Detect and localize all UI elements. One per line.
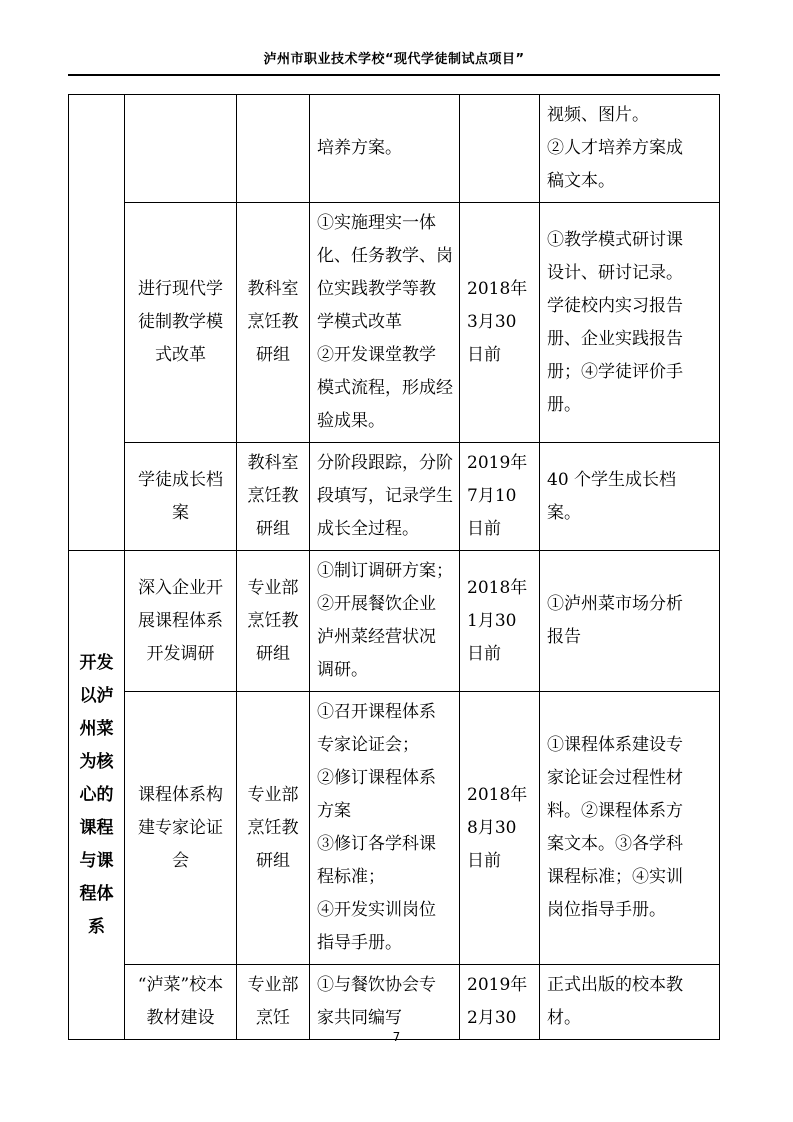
- cell-line: ①教学模式研讨课: [547, 229, 683, 250]
- department-cell: 专业部烹饪: [237, 965, 310, 1040]
- department-cell: 教科室烹饪教研组: [237, 203, 310, 443]
- task-cell: “泸菜”校本教材建设: [125, 965, 237, 1040]
- cell-line: ②开展餐饮企业: [317, 594, 436, 614]
- deadline-cell: 2018年8月30日前: [460, 692, 540, 965]
- table-row: [69, 443, 720, 551]
- deadline-cell: 2018年3月30日前: [460, 203, 540, 443]
- cell-line: 指导手册。: [317, 933, 402, 953]
- cell-line: 方案: [317, 801, 351, 821]
- table-row: [69, 692, 720, 965]
- outcome-cell: [540, 692, 720, 965]
- cell-line: 学徒校内实习报告: [547, 295, 683, 316]
- header-rule: [68, 74, 720, 76]
- cell-line: 正式出版的校本教: [547, 975, 683, 995]
- cell-line: ②人才培养方案成: [547, 138, 683, 158]
- task-cell: 深入企业开展课程体系开发调研: [125, 551, 237, 692]
- content-cell: [310, 965, 460, 1040]
- deadline-cell: 2018年1月30日前: [460, 551, 540, 692]
- cell-line: 案。: [547, 502, 581, 523]
- cell-line: 学模式改革: [317, 312, 402, 332]
- department-cell: 专业部烹饪教研组: [237, 551, 310, 692]
- cell-line: 册；④学徒评价手: [547, 361, 683, 382]
- cell-line: 料。②课程体系方: [547, 801, 683, 821]
- deadline-cell: 2019年7月10日前: [460, 443, 540, 551]
- outcome-cell: [540, 551, 720, 692]
- cell-line: 材。: [547, 1008, 581, 1028]
- content-cell: [310, 95, 460, 203]
- cell-line: 40 个学生成长档: [547, 469, 677, 490]
- outcome-cell: [540, 443, 720, 551]
- task-cell: 课程体系构建专家论证会: [125, 692, 237, 965]
- cell-line: 培养方案。: [317, 138, 402, 158]
- cell-line: 模式流程，形成经: [317, 378, 453, 398]
- cell-line: 专家论证会；: [317, 735, 419, 755]
- task-cell: [125, 95, 237, 203]
- cell-line: 调研。: [317, 660, 368, 680]
- task-cell: 学徒成长档案: [125, 443, 237, 551]
- cell-line: ④开发实训岗位: [317, 900, 436, 920]
- cell-line: 报告: [547, 627, 581, 647]
- cell-line: 验成果。: [317, 411, 385, 431]
- cell-line: 分阶段跟踪，分阶: [317, 453, 453, 473]
- department-cell: 专业部烹饪教研组: [237, 692, 310, 965]
- deadline-cell: [460, 95, 540, 203]
- page-header-title: 泸州市职业技术学校“现代学徒制试点项目”: [263, 52, 525, 67]
- department-cell: 教科室烹饪教研组: [237, 443, 310, 551]
- table-row: [69, 965, 720, 1040]
- cell-line: 程标准；: [317, 867, 385, 887]
- cell-line: 视频、图片。: [547, 105, 649, 125]
- content-cell: [310, 551, 460, 692]
- outcome-cell: [540, 965, 720, 1040]
- cell-line: 案文本。③各学科: [547, 834, 683, 854]
- page-number: 7: [392, 1030, 401, 1044]
- table-row: [69, 95, 720, 203]
- outcome-cell: [540, 203, 720, 443]
- cell-line: ③修订各学科课: [317, 834, 436, 854]
- department-cell: [237, 95, 310, 203]
- cell-line: 册、企业实践报告: [547, 328, 683, 349]
- cell-line: 化、任务教学、岗: [317, 246, 453, 266]
- cell-line: ①制订调研方案；: [317, 561, 453, 581]
- cell-line: ①课程体系建设专: [547, 735, 683, 755]
- cell-line: ①实施理实一体: [317, 213, 436, 233]
- cell-line: 段填写，记录学生: [317, 486, 453, 506]
- cell-line: ②修订课程体系: [317, 768, 436, 788]
- cell-line: 设计、研讨记录。: [547, 262, 683, 283]
- cell-line: 泸州菜经营状况: [317, 627, 436, 647]
- cell-line: ①泸州菜市场分析: [547, 594, 683, 614]
- cell-line: 家论证会过程性材: [547, 768, 683, 788]
- table-row: [69, 203, 720, 443]
- task-cell: 进行现代学徒制教学模式改革: [125, 203, 237, 443]
- outcome-cell: [540, 95, 720, 203]
- cell-line: ②开发课堂教学: [317, 345, 436, 365]
- cell-line: 家共同编写: [317, 1008, 402, 1028]
- cell-line: 岗位指导手册。: [547, 900, 666, 920]
- content-cell: [310, 692, 460, 965]
- cell-line: 课程标准；④实训: [547, 867, 683, 887]
- cell-line: ①召开课程体系: [317, 702, 436, 722]
- cell-line: 位实践教学等教: [317, 279, 436, 299]
- project-plan-table: [68, 94, 720, 1040]
- category-cell: 开发以泸州菜为核心的课程与课程体系: [69, 551, 125, 1040]
- cell-line: 成长全过程。: [317, 519, 419, 539]
- category-cell: [69, 95, 125, 551]
- deadline-cell: 2019年2月30: [460, 965, 540, 1040]
- cell-line: ①与餐饮协会专: [317, 975, 436, 995]
- content-cell: [310, 443, 460, 551]
- content-cell: [310, 203, 460, 443]
- cell-line: 稿文本。: [547, 171, 615, 191]
- table-row: [69, 551, 720, 692]
- cell-line: 册。: [547, 394, 581, 415]
